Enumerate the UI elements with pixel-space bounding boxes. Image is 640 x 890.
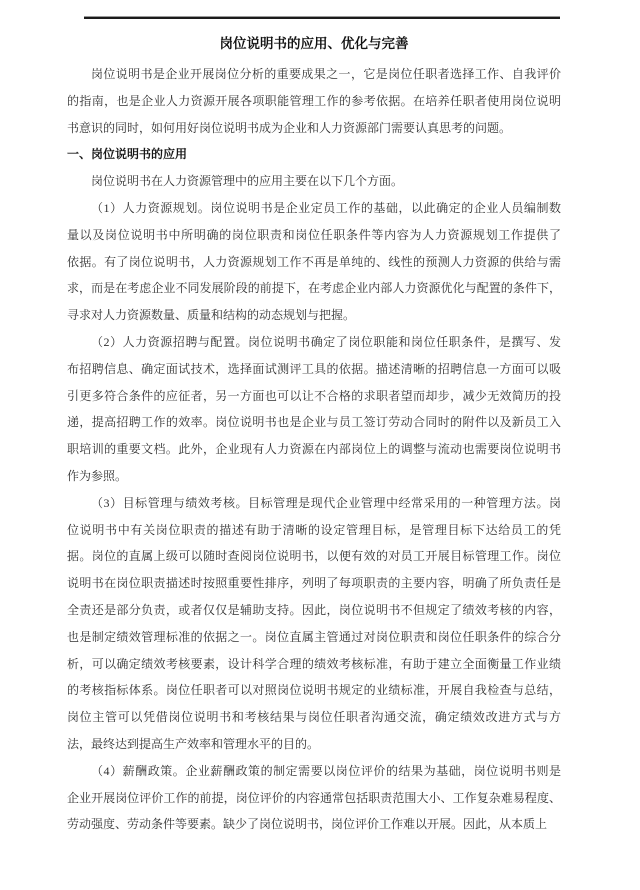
text-line: 求，而是在考虑企业不同发展阶段的前提下，在考虑企业内部人力资源优化与配置的条件下， <box>67 281 561 296</box>
text-line: （1）人力资源规划。岗位说明书是企业定员工作的基础，以此确定的企业人员编制数 <box>91 200 561 215</box>
text-line: （4）薪酬政策。企业薪酬政策的制定需要以岗位评价的结果为基础，岗位说明书则是 <box>91 763 561 778</box>
header-rule <box>84 16 560 19</box>
document-body <box>67 61 561 838</box>
document-content <box>67 30 561 838</box>
text-line: 析，可以确定绩效考核要素，设计科学合理的绩效考核标准，有助于建立全面衡量工作业绩 <box>67 656 561 671</box>
text-line: 引更多符合条件的应征者，另一方面也可以让不合格的求职者望而却步，减少无效简历的投 <box>67 388 561 403</box>
text-line: 书意识的同时，如何用好岗位说明书成为企业和人力资源部门需要认真思考的问题。 <box>67 120 512 135</box>
text-line: 法，最终达到提高生产效率和管理水平的目的。 <box>67 736 320 751</box>
section-heading: 一、岗位说明书的应用 <box>67 147 188 162</box>
text-line: 递，提高招聘工作的效率。岗位说明书也是企业与员工签订劳动合同时的附件以及新员工入 <box>67 415 561 430</box>
text-line: 位说明书中有关岗位职责的描述有助于清晰的设定管理目标，是管理目标下达给员工的凭 <box>67 522 561 537</box>
text-line: 劳动强度、劳动条件等要素。缺少了岗位说明书，岗位评价工作难以开展。因此，从本质上 <box>67 817 548 832</box>
text-line: 的考核指标体系。岗位任职者可以对照岗位说明书规定的业绩标准，开展自我检查与总结， <box>67 683 561 698</box>
text-line: 量以及岗位说明书中所明确的岗位职责和岗位任职条件等内容为人力资源规划工作提供了 <box>67 227 561 242</box>
text-line: 职培训的重要文档。此外，企业现有人力资源在内部岗位上的调整与流动也需要岗位说明书 <box>67 442 561 457</box>
text-line: 说明书在岗位职责描述时按照重要性排序，列明了每项职责的主要内容，明确了所负责任是 <box>67 576 561 591</box>
text-line: 据。岗位的直属上级可以随时查阅岗位说明书，以便有效的对员工开展目标管理工作。岗位 <box>67 549 561 564</box>
text-line: 的指南，也是企业人力资源开展各项职能管理工作的参考依据。在培养任职者使用岗位说明 <box>67 93 561 108</box>
text-line: 布招聘信息、确定面试技术，选择面试测评工具的依据。描述清晰的招聘信息一方面可以吸 <box>67 361 561 376</box>
text-line: （2）人力资源招聘与配置。岗位说明书确定了岗位职能和岗位任职条件，是撰写、发 <box>91 334 561 349</box>
text-line: 作为参照。 <box>67 468 128 483</box>
text-line: 也是制定绩效管理标准的依据之一。岗位直属主管通过对岗位职责和岗位任职条件的综合分 <box>67 629 561 644</box>
text-line: 企业开展岗位评价工作的前提，岗位评价的内容通常包括职责范围大小、工作复杂难易程度、 <box>67 790 561 805</box>
text-line: 寻求对人力资源数量、质量和结构的动态规划与把握。 <box>67 308 356 323</box>
text-line: 依据。有了岗位说明书，人力资源规划工作不再是单纯的、线性的预测人力资源的供给与需 <box>67 254 561 269</box>
text-line: 全责还是部分负责，或者仅仅是辅助支持。因此，岗位说明书不但规定了绩效考核的内容， <box>67 602 561 617</box>
document-title: 岗位说明书的应用、优化与完善 <box>219 36 409 51</box>
text-line: 岗位说明书在人力资源管理中的应用主要在以下几个方面。 <box>91 174 404 189</box>
text-line: 岗位说明书是企业开展岗位分析的重要成果之一，它是岗位任职者选择工作、自我评价 <box>91 67 561 81</box>
text-line: （3）目标管理与绩效考核。目标管理是现代企业管理中经常采用的一种管理方法。岗 <box>91 495 561 510</box>
text-line: 岗位主管可以凭借岗位说明书和考核结果与岗位任职者沟通交流，确定绩效改进方式与方 <box>67 710 561 725</box>
